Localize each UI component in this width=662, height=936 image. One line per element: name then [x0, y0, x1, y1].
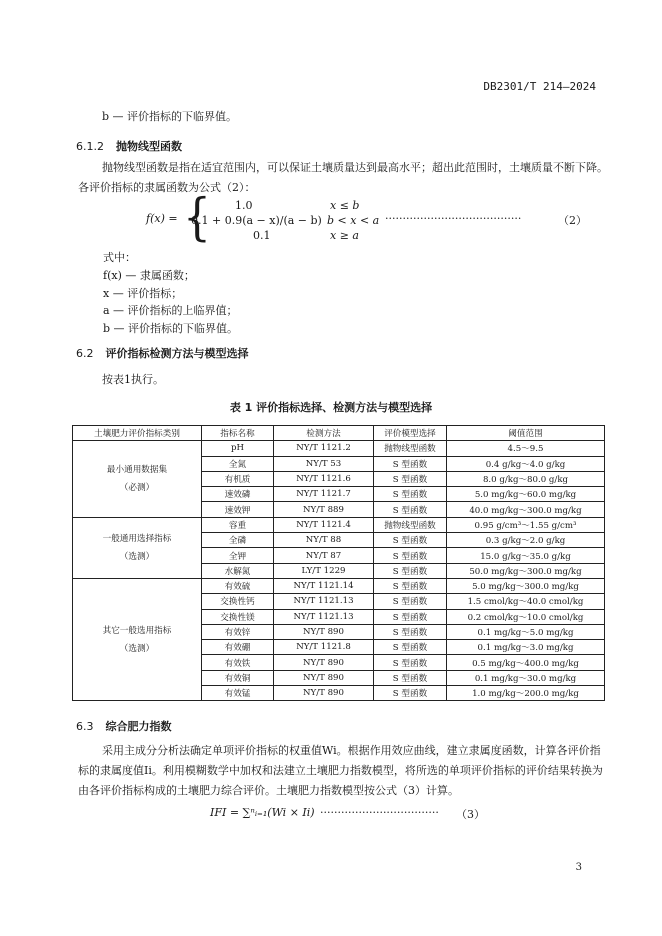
- test-method: NY/T 1121.13: [274, 594, 374, 609]
- indicator-name: 交换性镁: [202, 609, 274, 624]
- formula-3-leader-dots: ··································: [320, 806, 439, 819]
- test-method: NY/T 890: [274, 686, 374, 701]
- def-b-top: b — 评价指标的下临界值。: [102, 110, 238, 123]
- indicator-name: 有效锰: [202, 686, 274, 701]
- model-type: S 型函数: [374, 533, 447, 548]
- threshold-range: 0.4 g/kg～4.0 g/kg: [447, 456, 605, 471]
- indicator-name: 全氮: [202, 456, 274, 471]
- section-number: 6.3: [76, 720, 94, 733]
- model-type: S 型函数: [374, 578, 447, 593]
- test-method: NY/T 1121.2: [274, 441, 374, 456]
- test-method: NY/T 1121.6: [274, 471, 374, 486]
- section-title: 综合肥力指数: [105, 720, 172, 733]
- threshold-range: 40.0 mg/kg～300.0 mg/kg: [447, 502, 605, 517]
- model-type: S 型函数: [374, 502, 447, 517]
- def-item: x — 评价指标；: [103, 287, 183, 300]
- threshold-range: 0.95 g/cm³～1.55 g/cm³: [447, 517, 605, 532]
- section-heading-6-2: [76, 345, 249, 361]
- category-note: （必测）: [119, 483, 155, 494]
- model-type: S 型函数: [374, 609, 447, 624]
- category-note: （选测）: [119, 551, 155, 562]
- test-method: NY/T 890: [274, 655, 374, 670]
- section-heading-6-1-2: [76, 138, 182, 154]
- formula-2-case1-value: 1.0: [235, 199, 253, 212]
- model-type: S 型函数: [374, 548, 447, 563]
- indicator-name: 全钾: [202, 548, 274, 563]
- model-type: S 型函数: [374, 640, 447, 655]
- model-type: S 型函数: [374, 686, 447, 701]
- def-item: a — 评价指标的上临界值；: [103, 304, 238, 317]
- section-title: 抛物线型函数: [116, 140, 182, 153]
- category-label: 最小通用数据集: [106, 465, 168, 476]
- indicator-name: 容重: [202, 517, 274, 532]
- category-cell: [73, 517, 202, 578]
- evaluation-table: [72, 425, 605, 701]
- section-heading-6-3: [76, 718, 172, 734]
- test-method: NY/T 1121.7: [274, 487, 374, 502]
- threshold-range: 0.3 g/kg～2.0 g/kg: [447, 533, 605, 548]
- threshold-range: 8.0 g/kg～80.0 g/kg: [447, 471, 605, 486]
- paragraph-parabola: 抛物线型函数是指在适宜范围内，可以保证土壤质量达到最高水平；超出此范围时，土壤质量不断下降。各评价指标的隶属函数为公式（2）：: [78, 161, 608, 194]
- document-id: DB2301/T 214—2024: [483, 80, 596, 93]
- test-method: NY/T 87: [274, 548, 374, 563]
- threshold-range: 1.5 cmol/kg～40.0 cmol/kg: [447, 594, 605, 609]
- indicator-name: 有效硼: [202, 640, 274, 655]
- indicator-name: 有效硫: [202, 578, 274, 593]
- indicator-name: 全磷: [202, 533, 274, 548]
- formula-3-expression: IFI = ∑ⁿᵢ₌₁(Wi × Ii): [210, 806, 315, 819]
- test-method: NY/T 890: [274, 670, 374, 685]
- test-method: NY/T 1121.8: [274, 640, 374, 655]
- def-item: b — 评价指标的下临界值。: [103, 322, 239, 335]
- formula-2-case2-condition: b < x < a: [327, 214, 380, 227]
- threshold-range: 0.5 mg/kg～400.0 mg/kg: [447, 655, 605, 670]
- test-method: NY/T 1121.13: [274, 609, 374, 624]
- test-method: NY/T 889: [274, 502, 374, 517]
- section-number: 6.1.2: [76, 140, 104, 153]
- indicator-name: 有效铁: [202, 655, 274, 670]
- threshold-range: 5.0 mg/kg～60.0 mg/kg: [447, 487, 605, 502]
- test-method: NY/T 1121.4: [274, 517, 374, 532]
- formula-2-case3-condition: x ≥ a: [330, 229, 359, 242]
- model-type: S 型函数: [374, 456, 447, 471]
- test-method: NY/T 890: [274, 624, 374, 639]
- table-row: [73, 441, 605, 456]
- threshold-range: 15.0 g/kg～35.0 g/kg: [447, 548, 605, 563]
- threshold-range: 1.0 mg/kg～200.0 mg/kg: [447, 686, 605, 701]
- test-method: NY/T 88: [274, 533, 374, 548]
- model-type: 抛物线型函数: [374, 517, 447, 532]
- indicator-name: pH: [202, 441, 274, 456]
- indicator-name: 水解氮: [202, 563, 274, 578]
- category-label: 一般通用选择指标: [102, 533, 172, 544]
- table-row: [73, 578, 605, 593]
- formula-3-label: （3）: [456, 808, 485, 821]
- threshold-range: 5.0 mg/kg～300.0 mg/kg: [447, 578, 605, 593]
- table-caption: 表 1 评价指标选择、检测方法与模型选择: [229, 401, 433, 414]
- category-cell: [73, 578, 202, 700]
- threshold-range: 0.2 cmol/kg～10.0 cmol/kg: [447, 609, 605, 624]
- defs-intro: 式中：: [103, 251, 136, 264]
- indicator-name: 有效锌: [202, 624, 274, 639]
- threshold-range: 0.1 mg/kg～30.0 mg/kg: [447, 670, 605, 685]
- paragraph-6-3: 采用主成分分析法确定单项评价指标的权重值Wi。根据作用效应曲线，建立隶属度函数，计算各评价指标的隶属度值Ii。利用模糊数学中加权和法建立土壤肥力指数模型，将所选的单项评价指标的评价结果转换为由各评价指标构成的土壤肥力综合评价。土壤肥力指数模型按公式（3）计算。: [78, 744, 603, 797]
- table-header-cell: 检测方法: [274, 426, 374, 441]
- test-method: NY/T 1121.14: [274, 578, 374, 593]
- model-type: S 型函数: [374, 563, 447, 578]
- indicator-name: 有机质: [202, 471, 274, 486]
- model-type: S 型函数: [374, 487, 447, 502]
- category-cell: [73, 441, 202, 517]
- brace-icon: {: [183, 188, 211, 247]
- model-type: S 型函数: [374, 594, 447, 609]
- test-method: LY/T 1229: [274, 563, 374, 578]
- table-header-cell: 指标名称: [202, 426, 274, 441]
- table-header-cell: 阈值范围: [447, 426, 605, 441]
- threshold-range: 50.0 mg/kg～300.0 mg/kg: [447, 563, 605, 578]
- indicator-name: 交换性钙: [202, 594, 274, 609]
- model-type: S 型函数: [374, 471, 447, 486]
- formula-2-label: （2）: [558, 214, 587, 227]
- def-item: f(x) — 隶属函数；: [103, 269, 195, 282]
- formula-2-lhs: f(x) =: [146, 212, 178, 225]
- model-type: S 型函数: [374, 655, 447, 670]
- table-header-row: [73, 426, 605, 441]
- page-number: 3: [575, 862, 582, 873]
- indicator-name: 速效磷: [202, 487, 274, 502]
- threshold-range: 0.1 mg/kg～5.0 mg/kg: [447, 624, 605, 639]
- model-type: S 型函数: [374, 670, 447, 685]
- paragraph-6-2: 按表1执行。: [102, 373, 164, 386]
- formula-2-case3-value: 0.1: [253, 229, 271, 242]
- indicator-name: 有效铜: [202, 670, 274, 685]
- section-number: 6.2: [76, 347, 94, 360]
- category-label: 其它一般选用指标: [102, 625, 172, 636]
- table-header-cell: 评价模型选择: [374, 426, 447, 441]
- section-title: 评价指标检测方法与模型选择: [105, 347, 249, 360]
- test-method: NY/T 53: [274, 456, 374, 471]
- formula-2-case2-value: 0.1 + 0.9(a − x)/(a − b): [191, 214, 322, 227]
- model-type: S 型函数: [374, 624, 447, 639]
- model-type: 抛物线型函数: [374, 441, 447, 456]
- threshold-range: 0.1 mg/kg～3.0 mg/kg: [447, 640, 605, 655]
- table-header-cell: 土壤肥力评价指标类别: [73, 426, 202, 441]
- formula-2-leader-dots: ·······································: [385, 212, 522, 225]
- category-note: （选测）: [119, 643, 155, 654]
- indicator-name: 速效钾: [202, 502, 274, 517]
- threshold-range: 4.5～9.5: [447, 441, 605, 456]
- formula-2-case1-condition: x ≤ b: [330, 199, 360, 212]
- table-row: [73, 517, 605, 532]
